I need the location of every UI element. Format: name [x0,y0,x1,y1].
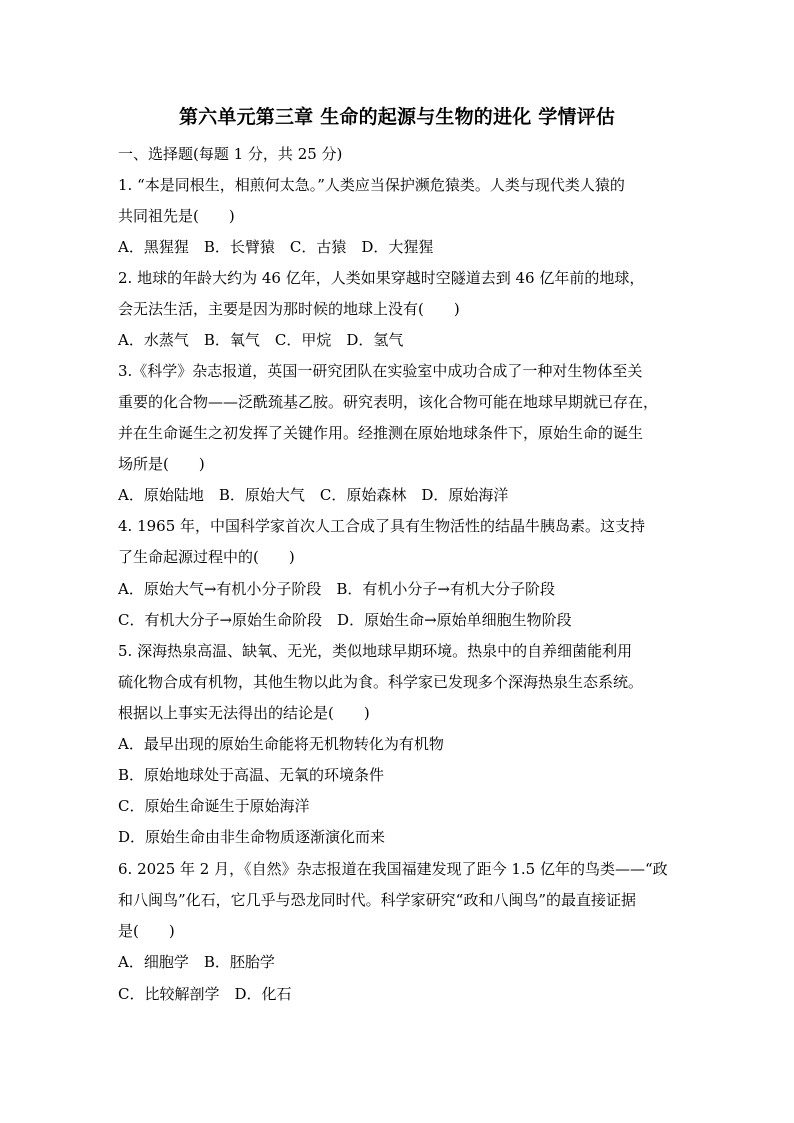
question-options-line: A．黑猩猩 B．长臂猿 C．古猿 D．大猩猩 [118,238,434,256]
question-stem-line: 重要的化合物——泛酰巯基乙胺。研究表明，该化合物可能在地球早期就已存在， [118,393,659,411]
question-options-line: A．细胞学 B．胚胎学 [118,953,275,971]
question-stem-line: 5. 深海热泉高温、缺氧、无光，类似地球早期环境。热泉中的自养细菌能利用 [118,642,633,660]
section-heading: 一、选择题(每题 1 分，共 25 分) [118,145,343,163]
question-stem-line: 3.《科学》杂志报道，英国一研究团队在实验室中成功合成了一种对生物体至关 [118,362,643,380]
question-options-line: B．原始地球处于高温、无氧的环境条件 [118,766,385,784]
question-stem-line: 4. 1965 年，中国科学家首次人工合成了具有生物活性的结晶牛胰岛素。这支持 [118,517,646,535]
question-options-line: D．原始生命由非生命物质逐渐演化而来 [118,828,386,846]
question-stem-line: 6. 2025 年 2 月，《自然》杂志报道在我国福建发现了距今 1.5 亿年的鸟类——“政 [118,860,668,878]
question-stem-line: 会无法生活，主要是因为那时候的地球上没有( ) [118,300,460,318]
page-title: 第六单元第三章 生命的起源与生物的进化 学情评估 [178,106,616,128]
question-stem-line: 了生命起源过程中的( ) [118,548,295,566]
question-stem-line: 和八闽鸟”化石，它几乎与恐龙同时代。科学家研究“政和八闽鸟”的最直接证据 [118,891,637,909]
question-stem-line: 2. 地球的年龄大约为 46 亿年，人类如果穿越时空隧道去到 46 亿年前的地球， [118,269,645,287]
question-stem-line: 场所是( ) [118,455,205,473]
question-options-line: A．原始陆地 B．原始大气 C．原始森林 D．原始海洋 [118,486,509,504]
question-options-line: C．比较解剖学 D．化石 [118,985,292,1003]
question-options-line: A．最早出现的原始生命能将无机物转化为有机物 [118,735,444,753]
question-stem-line: 并在生命诞生之初发挥了关键作用。经推测在原始地球条件下，原始生命的诞生 [118,424,644,442]
question-stem-line: 硫化物合成有机物，其他生物以此为食。科学家已发现多个深海热泉生态系统。 [118,673,644,691]
question-options-line: A．水蒸气 B．氧气 C．甲烷 D．氢气 [118,331,404,349]
question-options-line: C．有机大分子→原始生命阶段 D．原始生命→原始单细胞生物阶段 [118,611,572,629]
question-stem-line: 是( ) [118,922,175,940]
question-options-line: A．原始大气→有机小分子阶段 B．有机小分子→有机大分子阶段 [118,580,555,598]
question-stem-line: 共同祖先是( ) [118,207,235,225]
question-options-line: C．原始生命诞生于原始海洋 [118,797,310,815]
question-stem-line: 1. “本是同根生，相煎何太急。”人类应当保护濒危猿类。人类与现代类人猿的 [118,176,625,194]
question-stem-line: 根据以上事实无法得出的结论是( ) [118,704,370,722]
